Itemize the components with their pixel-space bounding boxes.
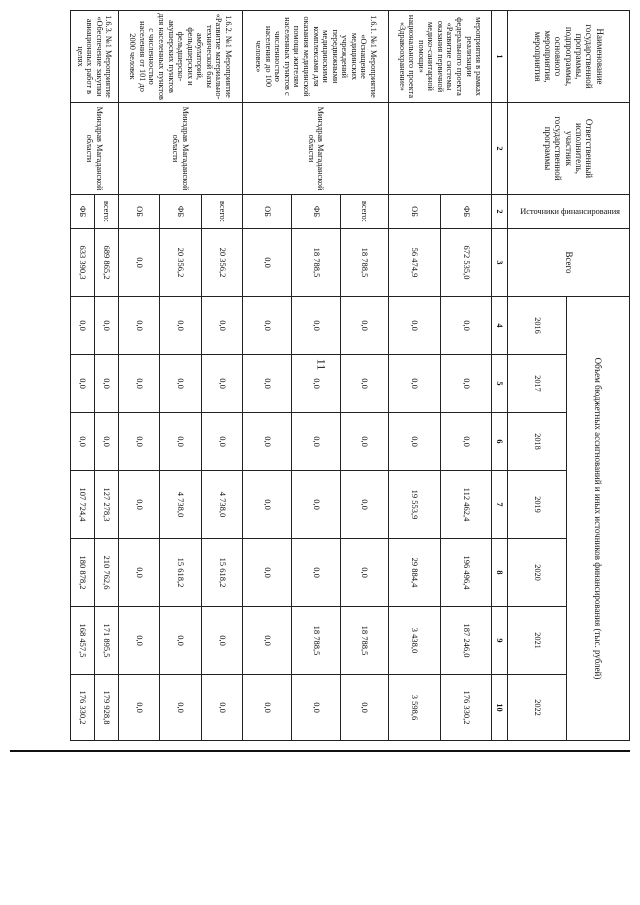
value-cell: 19 553,9 bbox=[389, 471, 440, 539]
header-row-1 bbox=[567, 11, 630, 741]
value-cell: 0,0 bbox=[118, 297, 160, 355]
value-cell: 0,0 bbox=[340, 675, 389, 741]
value-cell: 0,0 bbox=[160, 297, 201, 355]
budget-table bbox=[70, 10, 630, 741]
header-executor: Ответственный исполнитель, участник государственной программы bbox=[507, 103, 629, 195]
value-cell: 187 246,0 bbox=[440, 607, 491, 675]
row-executor bbox=[389, 103, 491, 195]
value-cell: 18 788,5 bbox=[291, 607, 340, 675]
value-cell: 179 928,8 bbox=[94, 675, 118, 741]
value-cell: 18 788,5 bbox=[340, 229, 389, 297]
col-number: 3 bbox=[491, 229, 507, 297]
col-number: 1 bbox=[491, 11, 507, 103]
value-cell: 0,0 bbox=[71, 297, 95, 355]
row-name: 1.6.2. №1 Мероприятие «Развитие материально-технической базы амбулаторий, фельдшерских и фельдшерско-акушерских пунктов для населенных пунктов с численностью населения от 101 до 2000 человек bbox=[118, 11, 242, 103]
value-cell: 0,0 bbox=[243, 675, 292, 741]
col-number: 10 bbox=[491, 675, 507, 741]
value-cell: 18 788,5 bbox=[291, 229, 340, 297]
value-cell: 0,0 bbox=[71, 355, 95, 413]
table-body bbox=[71, 11, 492, 741]
value-cell: 0,0 bbox=[243, 471, 292, 539]
value-cell: 0,0 bbox=[201, 607, 242, 675]
value-cell: 0,0 bbox=[118, 539, 160, 607]
value-cell: 0,0 bbox=[243, 229, 292, 297]
col-number: 4 bbox=[491, 297, 507, 355]
value-cell: 29 884,4 bbox=[389, 539, 440, 607]
value-cell: 0,0 bbox=[389, 413, 440, 471]
value-cell: 112 462,4 bbox=[440, 471, 491, 539]
value-cell: 0,0 bbox=[440, 297, 491, 355]
header-year: 2019 bbox=[507, 471, 566, 539]
value-cell: 0,0 bbox=[291, 675, 340, 741]
value-cell: 176 330,2 bbox=[71, 675, 95, 741]
table-row bbox=[340, 11, 389, 741]
value-cell: 0,0 bbox=[291, 413, 340, 471]
value-cell: 0,0 bbox=[118, 675, 160, 741]
value-cell: 0,0 bbox=[340, 413, 389, 471]
value-cell: 0,0 bbox=[291, 355, 340, 413]
col-number: 5 bbox=[491, 355, 507, 413]
value-cell: 20 356,2 bbox=[160, 229, 201, 297]
value-cell: 0,0 bbox=[291, 539, 340, 607]
value-cell: 0,0 bbox=[291, 471, 340, 539]
value-cell: 127 278,3 bbox=[94, 471, 118, 539]
value-cell: 0,0 bbox=[118, 413, 160, 471]
value-cell: 0,0 bbox=[340, 355, 389, 413]
row-source: всего: bbox=[94, 195, 118, 229]
row-source: ФБ bbox=[71, 195, 95, 229]
rotated-table-wrapper bbox=[70, 10, 630, 740]
value-cell: 0,0 bbox=[118, 355, 160, 413]
row-source: ФБ bbox=[291, 195, 340, 229]
row-executor: Минздрав Магаданской области bbox=[71, 103, 119, 195]
value-cell: 210 762,6 bbox=[94, 539, 118, 607]
value-cell: 168 457,5 bbox=[71, 607, 95, 675]
value-cell: 0,0 bbox=[94, 413, 118, 471]
row-executor: Минздрав Магаданской области bbox=[118, 103, 242, 195]
value-cell: 0,0 bbox=[118, 607, 160, 675]
header-year: 2020 bbox=[507, 539, 566, 607]
col-number: 6 bbox=[491, 413, 507, 471]
row-source: ОБ bbox=[118, 195, 160, 229]
col-number: 2 bbox=[491, 195, 507, 229]
value-cell: 0,0 bbox=[389, 297, 440, 355]
value-cell: 0,0 bbox=[440, 413, 491, 471]
value-cell: 0,0 bbox=[94, 355, 118, 413]
value-cell: 0,0 bbox=[118, 471, 160, 539]
value-cell: 0,0 bbox=[118, 229, 160, 297]
row-source: ФБ bbox=[440, 195, 491, 229]
value-cell: 56 474,9 bbox=[389, 229, 440, 297]
col-number: 7 bbox=[491, 471, 507, 539]
header-year: 2018 bbox=[507, 413, 566, 471]
value-cell: 0,0 bbox=[201, 413, 242, 471]
value-cell: 0,0 bbox=[340, 539, 389, 607]
value-cell: 0,0 bbox=[160, 675, 201, 741]
value-cell: 0,0 bbox=[243, 607, 292, 675]
value-cell: 0,0 bbox=[243, 539, 292, 607]
header-year: 2017 bbox=[507, 355, 566, 413]
value-cell: 18 788,5 bbox=[340, 607, 389, 675]
table-row bbox=[94, 11, 118, 741]
value-cell: 0,0 bbox=[201, 355, 242, 413]
table-row bbox=[201, 11, 242, 741]
header-source: Источники финансирования bbox=[507, 195, 629, 229]
value-cell: 0,0 bbox=[291, 297, 340, 355]
value-cell: 15 618,2 bbox=[160, 539, 201, 607]
header-year: 2016 bbox=[507, 297, 566, 355]
value-cell: 0,0 bbox=[340, 297, 389, 355]
value-cell: 4 738,0 bbox=[201, 471, 242, 539]
row-source: ФБ bbox=[160, 195, 201, 229]
page-number: 11 bbox=[314, 358, 329, 371]
row-source: всего: bbox=[201, 195, 242, 229]
col-number: 8 bbox=[491, 539, 507, 607]
value-cell: 4 738,0 bbox=[160, 471, 201, 539]
value-cell: 672 535,0 bbox=[440, 229, 491, 297]
header-volume: Объем бюджетных ассигнований и иных источников финансирования (тыс. рублей) bbox=[567, 297, 630, 741]
horizontal-rule bbox=[10, 750, 630, 752]
value-cell: 0,0 bbox=[160, 355, 201, 413]
row-name: мероприятия в рамках реализации федерального проекта «Развитие системы оказания первичной медико-санитарной помощи» национального проекта «Здравоохранение» bbox=[389, 11, 491, 103]
value-cell: 196 496,4 bbox=[440, 539, 491, 607]
row-source: ОБ bbox=[389, 195, 440, 229]
col-number: 9 bbox=[491, 607, 507, 675]
value-cell: 0,0 bbox=[243, 355, 292, 413]
row-name: 1.6.3. №1 Мероприятие «Обеспечение закупки авиационных работ в целях bbox=[71, 11, 119, 103]
value-cell: 107 724,4 bbox=[71, 471, 95, 539]
value-cell: 3 598,6 bbox=[389, 675, 440, 741]
header-total: Всего bbox=[507, 229, 629, 297]
value-cell: 0,0 bbox=[389, 355, 440, 413]
value-cell: 15 618,2 bbox=[201, 539, 242, 607]
value-cell: 689 865,2 bbox=[94, 229, 118, 297]
header-year: 2021 bbox=[507, 607, 566, 675]
row-executor: Минздрав Магаданской области bbox=[243, 103, 389, 195]
value-cell: 0,0 bbox=[160, 413, 201, 471]
col-number: 2 bbox=[491, 103, 507, 195]
value-cell: 0,0 bbox=[243, 297, 292, 355]
value-cell: 0,0 bbox=[94, 297, 118, 355]
value-cell: 171 895,5 bbox=[94, 607, 118, 675]
value-cell: 0,0 bbox=[71, 413, 95, 471]
row-source: всего: bbox=[340, 195, 389, 229]
value-cell: 20 356,2 bbox=[201, 229, 242, 297]
value-cell: 0,0 bbox=[160, 607, 201, 675]
table-row bbox=[440, 11, 491, 741]
row-source: ОБ bbox=[243, 195, 292, 229]
value-cell: 633 390,3 bbox=[71, 229, 95, 297]
value-cell: 0,0 bbox=[201, 675, 242, 741]
value-cell: 180 878,2 bbox=[71, 539, 95, 607]
value-cell: 0,0 bbox=[201, 297, 242, 355]
value-cell: 3 438,0 bbox=[389, 607, 440, 675]
value-cell: 0,0 bbox=[340, 471, 389, 539]
value-cell: 176 330,2 bbox=[440, 675, 491, 741]
header-name: Наименование государственной программы, подпрограммы, основного мероприятия, мероприятия bbox=[507, 11, 629, 103]
value-cell: 0,0 bbox=[243, 413, 292, 471]
value-cell: 0,0 bbox=[440, 355, 491, 413]
column-numbers-row bbox=[491, 11, 507, 741]
header-year: 2022 bbox=[507, 675, 566, 741]
row-name: 1.6.1. №1 Мероприятие «Оснащение медицинских учреждений передвижными медицинскими комплексами для оказания медицинской помощи жителям населенных пунктов с численностью населения до 100 человек» bbox=[243, 11, 389, 103]
